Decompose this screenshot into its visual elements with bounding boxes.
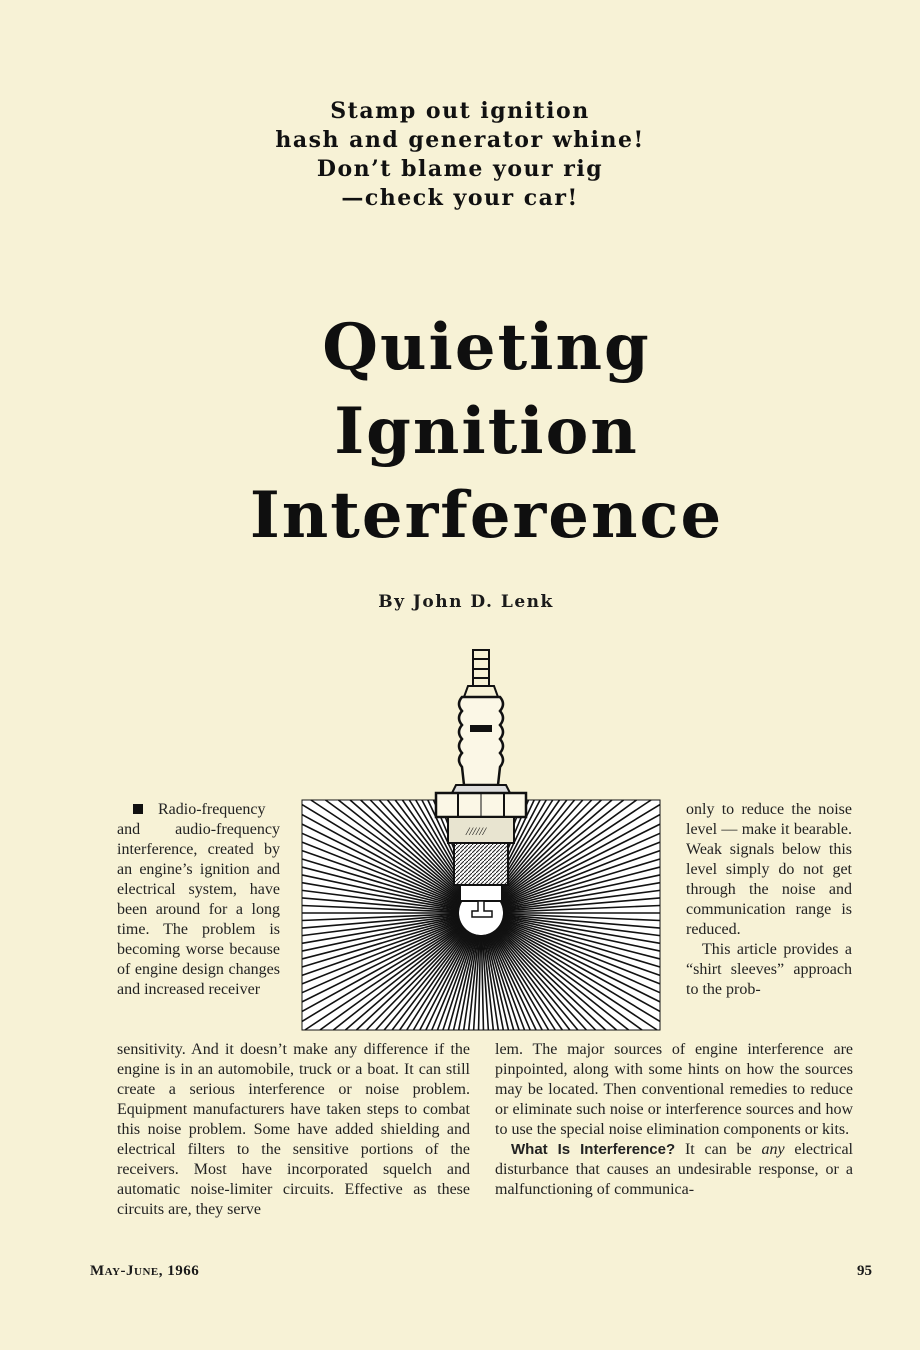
title-line: Quieting xyxy=(322,310,651,385)
deck-text xyxy=(0,97,920,213)
deck-line: hash and generator whine! xyxy=(275,127,645,153)
emphasis-text: any xyxy=(761,1141,785,1158)
body-text: electrical disturbance that causes an undesirable response, or a malfunctioning of communica- xyxy=(495,1141,854,1198)
deck-line: —check your car! xyxy=(341,185,579,211)
body-text: only to reduce the noise level — make it bearable. Weak signals below this level simply do not get through the noise and communication range is reduced. xyxy=(686,801,852,938)
body-column-left-top xyxy=(117,800,280,1000)
spark-plug-icon xyxy=(296,645,666,1035)
body-column-left-bottom xyxy=(117,1040,470,1220)
body-paragraph xyxy=(495,1140,853,1200)
svg-text://////: ////// xyxy=(466,824,487,838)
body-text: Radio-frequency and audio-frequency interference, created by an engine’s ignition and electrical system, have been around for a long time. The problem is becoming worse because of engine design changes and increased receiver xyxy=(117,801,280,998)
title-line: Ignition xyxy=(334,394,639,469)
bullet-icon xyxy=(133,804,143,814)
section-heading: What Is Interference? xyxy=(511,1141,676,1158)
body-column-right-bottom xyxy=(495,1040,853,1200)
deck-line: Don’t blame your rig xyxy=(316,156,604,182)
body-text: sensitivity. And it doesn’t make any difference if the engine is in an automobile, truck or a boat. It can still create a serious interference or noise problem. Equipment manufacturers have taken steps to combat this noise problem. Some have added shielding and electrical filters to the sensitive portions of the receivers. Most have incorporated squelch and automatic noise-limiter circuits. Effective as these circuits are, they serve xyxy=(117,1041,470,1218)
body-text: lem. The major sources of engine interference are pinpointed, along with some hints on how the sources may be located. Then conventional remedies to reduce or eliminate such noise or interference sources and how to use the special noise elimination components or kits. xyxy=(495,1041,853,1138)
body-text: This article provides a “shirt sleeves” approach to the prob- xyxy=(686,941,852,998)
issue-date: May-June, 1966 xyxy=(90,1263,200,1279)
page-number: 95 xyxy=(857,1263,872,1279)
byline: By John D. Lenk xyxy=(378,592,554,612)
article-title xyxy=(0,306,920,558)
deck-line: Stamp out ignition xyxy=(330,98,590,124)
body-text: It can be xyxy=(675,1141,762,1158)
title-line: Interference xyxy=(249,478,724,553)
body-column-right-top xyxy=(686,800,852,1000)
